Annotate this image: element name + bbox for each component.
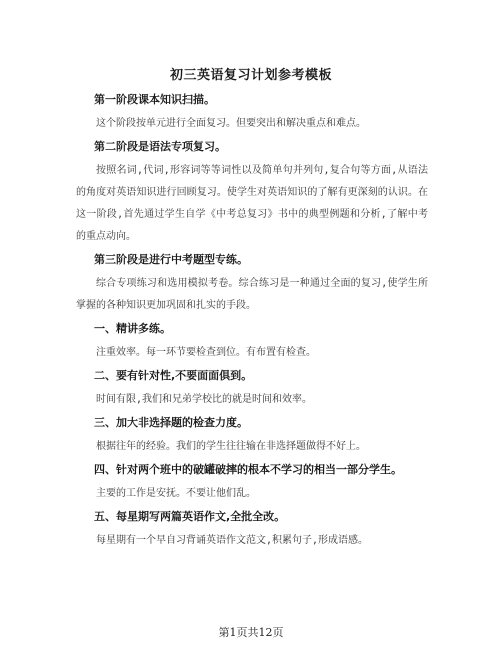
section-paragraph-2: 按照名词,代词,形容词等等词性以及简单句并列句,复合句等方面,从语法的角度对英语知识进行回顾复习。使学生对英语知识的了解有更深刻的认识。在这一阶段,首先通过学生自学《中考总复习》书中的典型例题和分析,了解中考的重点动向。	[76, 165, 428, 242]
document-body	[76, 92, 428, 556]
document-title: 初三英语复习计划参考模板	[169, 68, 332, 83]
section-heading-5: 二、要有针对性,不要面面俱到。	[94, 369, 253, 382]
section-paragraph-3: 综合专项练习和选用模拟考卷。综合练习是一种通过全面的复习,使学生所掌握的各种知识更加巩固和扎实的手段。	[76, 278, 428, 311]
section-paragraph-4: 注重效率。每一环节要检查到位。有布置有检查。	[96, 347, 316, 358]
section-paragraph-5: 时间有限,我们和兄弟学校比的就是时间和效率。	[96, 394, 313, 405]
section-heading-8: 五、每星期写两篇英语作文,全批全改。	[94, 510, 286, 523]
section-heading-3: 第三阶段是进行中考题型专练。	[94, 253, 248, 266]
section-paragraph-7: 主要的工作是安抚。不要让他们乱。	[96, 488, 256, 499]
page-number-footer: 第1页共12页	[218, 626, 284, 639]
section-heading-7: 四、针对两个班中的破罐破摔的根本不学习的相当一部分学生。	[94, 463, 402, 476]
section-paragraph-1: 这个阶段按单元进行全面复习。但要突出和解决重点和难点。	[96, 118, 366, 129]
section-heading-1: 第一阶段课本知识扫描。	[94, 93, 215, 106]
section-paragraph-8: 每星期有一个早自习背诵英语作文范文,积累句子,形成语感。	[96, 535, 369, 546]
section-heading-6: 三、加大非选择题的检查力度。	[94, 416, 248, 429]
section-heading-4: 一、精讲多练。	[94, 322, 171, 335]
section-paragraph-6: 根据往年的经验。我们的学生往往输在非选择题做得不好上。	[96, 441, 366, 452]
section-heading-2: 第二阶段是语法专项复习。	[94, 140, 226, 153]
